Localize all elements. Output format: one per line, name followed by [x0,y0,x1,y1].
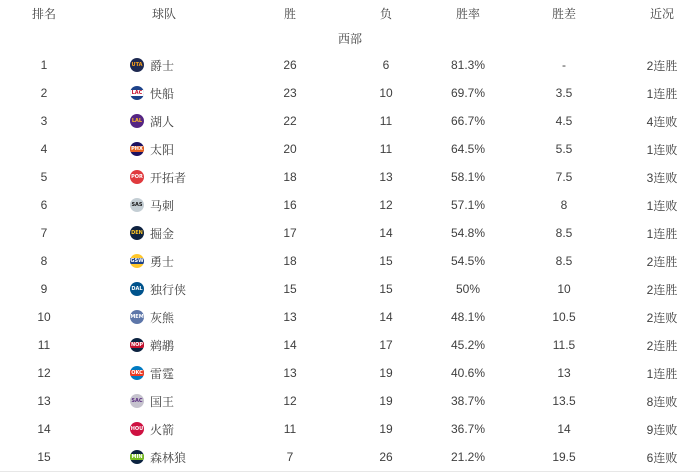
team-cell [88,253,240,270]
streak-cell: 2连胜 [646,282,678,297]
rank-cell: 4 [40,142,48,156]
team-abbr-label: POR [131,173,143,180]
win-pct-cell: 45.2% [450,338,486,352]
losses-cell: 11 [379,114,393,128]
games-behind-cell: 8.5 [555,254,573,268]
team-name: 勇士 [150,254,175,269]
team-cell [88,337,240,354]
table-row [0,51,700,79]
rank-cell: 11 [37,338,51,352]
losses-cell: 6 [382,58,390,72]
win-pct-cell: 64.5% [450,142,486,156]
header-streak: 近况 [649,6,674,21]
team-abbr-label: MEM [130,313,144,320]
table-body [0,51,700,471]
games-behind-cell: 14 [557,422,571,436]
streak-cell: 1连胜 [646,86,678,101]
team-cell [88,449,240,466]
team-cell [88,85,240,102]
win-pct-cell: 50% [455,282,481,296]
team-abbr-label: SAC [131,397,143,404]
rank-cell: 13 [37,394,51,408]
team-abbr-label: MIN [131,453,143,460]
wins-cell: 7 [286,450,294,464]
team-logo-icon [130,366,144,380]
table-row [0,415,700,443]
games-behind-cell: 5.5 [555,142,573,156]
team-cell [88,113,240,130]
team-abbr-label: LAL [131,117,143,124]
table-row [0,275,700,303]
team-logo-icon [130,226,144,240]
table-row [0,387,700,415]
team-name: 马刺 [150,198,175,213]
games-behind-cell: 13 [557,366,571,380]
table-row [0,135,700,163]
wins-cell: 13 [283,310,297,324]
table-row [0,79,700,107]
streak-cell: 2连胜 [646,338,678,353]
header-losses: 负 [379,6,392,21]
games-behind-cell: 10.5 [552,310,576,324]
header-rank: 排名 [31,6,56,21]
rank-cell: 1 [40,58,48,72]
losses-cell: 26 [379,450,393,464]
games-behind-cell: 7.5 [555,170,573,184]
losses-cell: 17 [379,338,393,352]
team-name: 雷霆 [150,366,175,381]
losses-cell: 14 [379,226,393,240]
win-pct-cell: 69.7% [450,86,486,100]
win-pct-cell: 54.5% [450,254,486,268]
win-pct-cell: 36.7% [450,422,486,436]
team-name: 灰熊 [150,310,175,325]
team-abbr-label: DAL [131,285,143,292]
table-row [0,163,700,191]
team-logo-icon [130,58,144,72]
rank-cell: 6 [40,198,48,212]
losses-cell: 15 [379,282,393,296]
team-name: 森林狼 [150,450,187,465]
team-logo-icon [130,86,144,100]
streak-cell: 9连败 [646,422,678,437]
rank-cell: 14 [37,422,51,436]
team-logo-icon [130,198,144,212]
rank-cell: 8 [40,254,48,268]
games-behind-cell: 8 [560,198,568,212]
team-abbr-label: DEN [131,229,143,236]
streak-cell: 2连胜 [646,58,678,73]
win-pct-cell: 81.3% [450,58,486,72]
losses-cell: 13 [379,170,393,184]
wins-cell: 20 [283,142,297,156]
games-behind-cell: 10 [557,282,571,296]
wins-cell: 26 [283,58,297,72]
streak-cell: 1连胜 [646,226,678,241]
header-win-pct: 胜率 [455,6,480,21]
win-pct-cell: 21.2% [450,450,486,464]
team-cell [88,57,240,74]
streak-cell: 6连败 [646,450,678,465]
win-pct-cell: 40.6% [450,366,486,380]
team-name: 湖人 [150,114,175,129]
rank-cell: 2 [40,86,48,100]
header-team: 球队 [151,6,176,21]
rank-cell: 9 [40,282,48,296]
games-behind-cell: 4.5 [555,114,573,128]
team-abbr-label: HOU [130,425,144,432]
team-logo-icon [130,114,144,128]
losses-cell: 11 [379,142,393,156]
win-pct-cell: 66.7% [450,114,486,128]
rank-cell: 12 [37,366,51,380]
team-abbr-label: GSW [130,257,144,264]
streak-cell: 2连败 [646,310,678,325]
header-wins: 胜 [283,6,296,21]
wins-cell: 12 [283,394,297,408]
team-abbr-label: SAS [131,201,143,208]
team-logo-icon [130,254,144,268]
table-row [0,303,700,331]
rank-cell: 7 [40,226,48,240]
rank-cell: 15 [37,450,51,464]
streak-cell: 2连胜 [646,254,678,269]
wins-cell: 13 [283,366,297,380]
team-abbr-label: NOP [130,341,144,348]
streak-cell: 1连胜 [646,366,678,381]
team-abbr-label: OKC [131,369,143,376]
table-row [0,107,700,135]
team-logo-icon [130,422,144,436]
losses-cell: 15 [379,254,393,268]
header-games-behind: 胜差 [551,6,576,21]
team-name: 独行侠 [150,282,187,297]
team-cell [88,365,240,382]
wins-cell: 18 [283,254,297,268]
team-logo-icon [130,338,144,352]
games-behind-cell: 3.5 [555,86,573,100]
games-behind-cell: 13.5 [552,394,576,408]
team-cell [88,169,240,186]
team-name: 太阳 [150,142,175,157]
streak-cell: 1连败 [646,142,678,157]
table-row [0,247,700,275]
losses-cell: 19 [379,394,393,408]
games-behind-cell: 11.5 [552,338,576,352]
games-behind-cell: - [562,58,566,72]
team-logo-icon [130,394,144,408]
table-row [0,443,700,471]
team-name: 国王 [150,394,175,409]
streak-cell: 4连败 [646,114,678,129]
losses-cell: 14 [379,310,393,324]
table-row [0,219,700,247]
wins-cell: 17 [283,226,297,240]
wins-cell: 22 [283,114,297,128]
team-name: 火箭 [150,422,175,437]
team-name: 开拓者 [150,170,187,185]
wins-cell: 15 [283,282,297,296]
team-logo-icon [130,450,144,464]
rank-cell: 10 [37,310,51,324]
team-logo-icon [130,170,144,184]
table-header [0,0,700,26]
table-row [0,191,700,219]
team-name: 爵士 [150,58,175,73]
table-row [0,359,700,387]
losses-cell: 19 [379,366,393,380]
win-pct-cell: 38.7% [450,394,486,408]
wins-cell: 16 [283,198,297,212]
games-behind-cell: 19.5 [552,450,576,464]
wins-cell: 14 [283,338,297,352]
table-row [0,331,700,359]
streak-cell: 3连败 [646,170,678,185]
rank-cell: 3 [40,114,48,128]
streak-cell: 8连败 [646,394,678,409]
team-name: 快船 [150,86,175,101]
losses-cell: 12 [379,198,393,212]
team-cell [88,309,240,326]
team-logo-icon [130,310,144,324]
team-cell [88,141,240,158]
team-cell [88,393,240,410]
win-pct-cell: 57.1% [450,198,486,212]
win-pct-cell: 54.8% [450,226,486,240]
team-logo-icon [130,282,144,296]
team-cell [88,281,240,298]
team-name: 鹈鹕 [150,338,175,353]
team-abbr-label: PHX [131,145,143,152]
wins-cell: 18 [283,170,297,184]
win-pct-cell: 58.1% [450,170,486,184]
team-cell [88,197,240,214]
streak-cell: 1连败 [646,198,678,213]
win-pct-cell: 48.1% [450,310,486,324]
games-behind-cell: 8.5 [555,226,573,240]
wins-cell: 11 [283,422,297,436]
conference-subheader: 西部 [337,32,362,46]
losses-cell: 10 [379,86,393,100]
wins-cell: 23 [283,86,297,100]
team-abbr-label: UTA [131,61,143,68]
team-cell [88,225,240,242]
losses-cell: 19 [379,422,393,436]
team-logo-icon [130,142,144,156]
rank-cell: 5 [40,170,48,184]
team-name: 掘金 [150,226,175,241]
team-cell [88,421,240,438]
team-abbr-label: LAC [131,89,143,96]
